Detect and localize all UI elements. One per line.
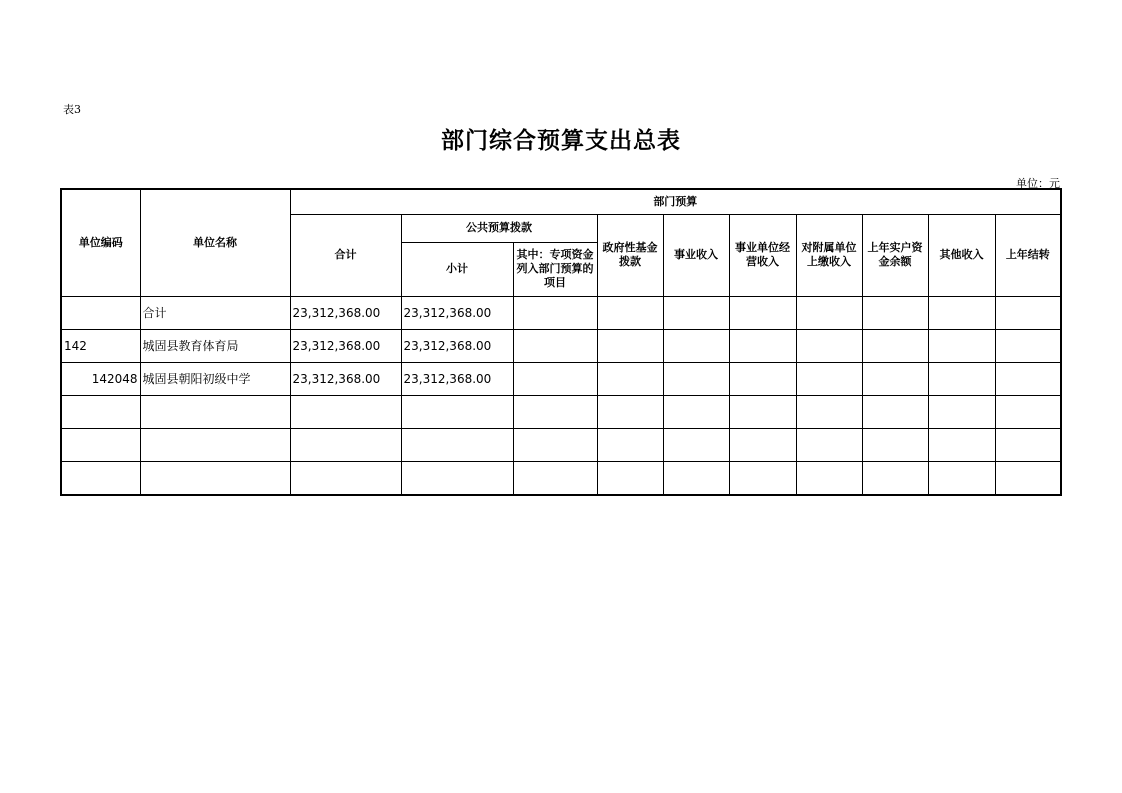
header-other-income: 其他收入: [928, 214, 995, 296]
cell-empty: [928, 461, 995, 495]
cell-empty: [513, 329, 597, 362]
cell-empty: [995, 362, 1061, 395]
cell-empty: [140, 428, 290, 461]
cell-total: 23,312,368.00: [290, 329, 401, 362]
cell-empty: [663, 428, 729, 461]
cell-code: [61, 296, 140, 329]
table-row-empty: [61, 395, 1061, 428]
cell-empty: [290, 428, 401, 461]
header-special-items: 其中：专项资金列入部门预算的项目: [513, 242, 597, 296]
unit-label: 单位：元: [1016, 177, 1060, 190]
cell-empty: [290, 461, 401, 495]
cell-empty: [928, 362, 995, 395]
table-row: [61, 362, 1061, 395]
cell-empty: [663, 362, 729, 395]
cell-empty: [862, 296, 928, 329]
cell-name: 城固县朝阳初级中学: [140, 362, 290, 395]
cell-empty: [513, 362, 597, 395]
header-last-year-carryover: 上年结转: [995, 214, 1061, 296]
cell-empty: [995, 329, 1061, 362]
cell-empty: [140, 395, 290, 428]
page-title: 部门综合预算支出总表: [441, 128, 681, 154]
cell-empty: [862, 428, 928, 461]
cell-empty: [928, 329, 995, 362]
cell-empty: [513, 296, 597, 329]
cell-name: 城固县教育体育局: [140, 329, 290, 362]
cell-empty: [729, 329, 796, 362]
budget-table: [60, 188, 1062, 496]
cell-empty: [597, 395, 663, 428]
cell-empty: [663, 461, 729, 495]
cell-empty: [796, 296, 862, 329]
cell-empty: [862, 461, 928, 495]
header-unit-name: 单位名称: [140, 189, 290, 296]
cell-empty: [796, 428, 862, 461]
cell-subtotal: 23,312,368.00: [401, 296, 513, 329]
cell-empty: [729, 362, 796, 395]
cell-code: 142048: [61, 362, 140, 395]
cell-empty: [796, 362, 862, 395]
header-last-year-balance: 上年实户资金余额: [862, 214, 928, 296]
cell-empty: [597, 329, 663, 362]
cell-empty: [995, 461, 1061, 495]
header-business-operating: 事业单位经营收入: [729, 214, 796, 296]
cell-empty: [928, 428, 995, 461]
cell-empty: [729, 428, 796, 461]
table-row-empty: [61, 461, 1061, 495]
cell-empty: [401, 395, 513, 428]
cell-total: 23,312,368.00: [290, 296, 401, 329]
cell-empty: [513, 428, 597, 461]
cell-empty: [597, 461, 663, 495]
cell-empty: [513, 395, 597, 428]
cell-empty: [862, 329, 928, 362]
cell-empty: [928, 395, 995, 428]
cell-empty: [597, 428, 663, 461]
cell-empty: [995, 428, 1061, 461]
header-gov-fund: 政府性基金拨款: [597, 214, 663, 296]
table-number: 表3: [63, 103, 81, 116]
cell-empty: [597, 296, 663, 329]
cell-empty: [995, 296, 1061, 329]
cell-empty: [61, 395, 140, 428]
header-business-income: 事业收入: [663, 214, 729, 296]
cell-empty: [862, 362, 928, 395]
cell-empty: [995, 395, 1061, 428]
header-affiliated-units: 对附属单位上缴收入: [796, 214, 862, 296]
cell-empty: [401, 428, 513, 461]
table-row: [61, 296, 1061, 329]
cell-empty: [401, 461, 513, 495]
table-row-empty: [61, 428, 1061, 461]
cell-subtotal: 23,312,368.00: [401, 362, 513, 395]
cell-empty: [290, 395, 401, 428]
table-row: [61, 329, 1061, 362]
cell-empty: [796, 329, 862, 362]
cell-empty: [663, 296, 729, 329]
cell-empty: [729, 461, 796, 495]
cell-empty: [140, 461, 290, 495]
cell-empty: [61, 428, 140, 461]
cell-empty: [796, 461, 862, 495]
cell-empty: [61, 461, 140, 495]
cell-empty: [729, 296, 796, 329]
cell-empty: [513, 461, 597, 495]
cell-empty: [663, 329, 729, 362]
cell-empty: [862, 395, 928, 428]
cell-empty: [796, 395, 862, 428]
header-public-funds: 公共预算拨款: [401, 214, 597, 242]
cell-code: 142: [61, 329, 140, 362]
header-dept-budget: 部门预算: [290, 189, 1061, 214]
cell-name: 合计: [140, 296, 290, 329]
header-subtotal: 小计: [401, 242, 513, 296]
cell-empty: [597, 362, 663, 395]
cell-subtotal: 23,312,368.00: [401, 329, 513, 362]
header-total: 合计: [290, 214, 401, 296]
header-unit-code: 单位编码: [61, 189, 140, 296]
cell-total: 23,312,368.00: [290, 362, 401, 395]
cell-empty: [663, 395, 729, 428]
cell-empty: [928, 296, 995, 329]
cell-empty: [729, 395, 796, 428]
